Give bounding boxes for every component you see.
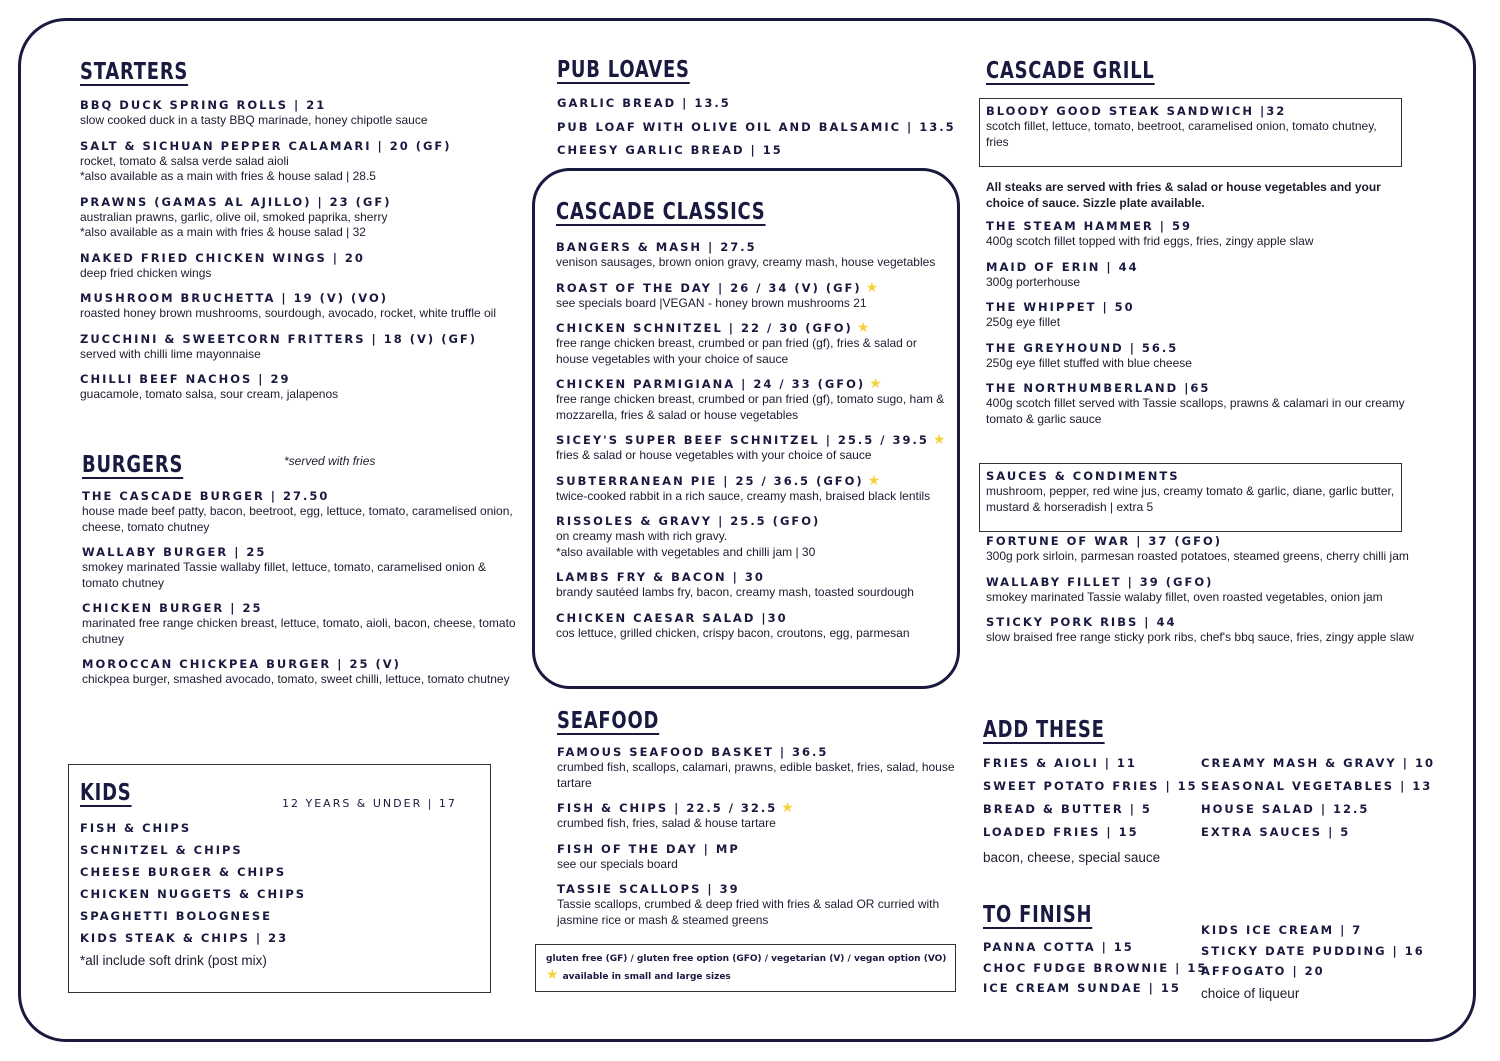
burgers-list — [82, 489, 522, 688]
classic-item-desc: free range chicken breast, crumbed or pan fried (gf), fries & salad or house vegetables with your choice of sauce — [556, 336, 917, 366]
classic-item-name — [556, 321, 951, 336]
starter-item — [80, 251, 520, 282]
starter-item-name — [80, 332, 520, 347]
classic-item-name-text: SICEY'S SUPER BEEF SCHNITZEL | 25.5 / 39.5 — [556, 433, 929, 447]
starter-item-name-text: MUSHROOM BRUCHETTA | 19 (V) (VO) — [80, 291, 388, 305]
dessert-item: AFFOGATO | 20 — [1201, 964, 1325, 978]
classic-item — [556, 474, 951, 505]
grill-main-item-name-text: WALLABY FILLET | 39 (GFO) — [986, 574, 1214, 589]
steak-sandwich — [986, 104, 1396, 150]
starter-item-desc: served with chilli lime mayonnaise — [80, 346, 261, 361]
starter-item-desc: rocket, tomato & salsa verde salad aioli — [80, 153, 289, 168]
starter-item-name — [80, 291, 520, 306]
steak-item-name-text: THE GREYHOUND | 56.5 — [986, 340, 1179, 355]
steaks-block — [986, 179, 1416, 427]
sauces-name: SAUCES & CONDIMENTS — [986, 469, 1180, 483]
grill-main-item-name — [986, 615, 1416, 630]
steak-item-desc: 300g porterhouse — [986, 274, 1081, 289]
burger-item-desc: smokey marinated Tassie wallaby fillet, lettuce, tomato, caramelised onion & tomato chutney — [82, 560, 486, 590]
seafood-section — [557, 707, 957, 928]
pub-loaf-item: PUB LOAF WITH OLIVE OIL AND BALSAMIC | 13.5 — [557, 119, 956, 134]
seafood-item-name-text: FISH & CHIPS | 22.5 / 32.5 — [557, 801, 778, 815]
dessert-item: ICE CREAM SUNDAE | 15 — [983, 981, 1181, 995]
to-finish-right — [1201, 920, 1441, 1001]
add-these-right — [1201, 752, 1435, 844]
grill-mains-list — [986, 534, 1416, 646]
star-icon: ★ — [781, 800, 794, 816]
starter-item-name-text: CHILLI BEEF NACHOS | 29 — [80, 372, 291, 386]
grill-main-item — [986, 615, 1416, 646]
steak-sandwich-name: BLOODY GOOD STEAK SANDWICH |32 — [986, 104, 1287, 118]
steak-note: All steaks are served with fries & salad or house vegetables and your choice of sauce. Sizzle plate available. — [986, 180, 1381, 210]
classic-item — [556, 240, 951, 271]
legend-diet-codes: gluten free (GF) / gluten free option (GFO) / vegetarian (V) / vegan option (VO) — [546, 954, 947, 964]
burger-item — [82, 489, 522, 535]
classic-item-name — [556, 433, 951, 448]
seafood-item — [557, 801, 957, 832]
starter-item-desc: deep fried chicken wings — [80, 265, 212, 280]
steak-item — [986, 260, 1416, 291]
add-these-left — [983, 752, 1198, 865]
classic-item-name-text: SUBTERRANEAN PIE | 25 / 36.5 (GFO) — [556, 473, 864, 488]
add-on-item: SWEET POTATO FRIES | 15 — [983, 779, 1198, 793]
classic-item-desc: twice-cooked rabbit in a rich sauce, creamy mash, braised black lentils — [556, 488, 931, 503]
add-these-right-list — [1201, 752, 1435, 844]
starter-item-name-text: SALT & SICHUAN PEPPER CALAMARI | 20 (GF) — [80, 138, 452, 153]
grill-main-item-name-text: STICKY PORK RIBS | 44 — [986, 615, 1177, 629]
burgers-note: *served with fries — [284, 454, 376, 468]
steak-item — [986, 300, 1416, 331]
kids-age-price: 12 YEARS & UNDER | 17 — [282, 797, 457, 810]
grill-main-item-name — [986, 534, 1416, 549]
starter-item-note: *also available as a main with fries & house salad | 28.5 — [80, 169, 376, 183]
steak-item-name — [986, 260, 1416, 275]
seafood-item-name — [557, 801, 957, 816]
classic-item-name — [556, 240, 951, 255]
steak-item — [986, 381, 1416, 427]
kids-menu-item: SPAGHETTI BOLOGNESE — [80, 909, 273, 923]
star-icon: ★ — [932, 432, 946, 448]
add-on-item: BREAD & BUTTER | 5 — [983, 802, 1152, 816]
burger-item — [82, 601, 522, 647]
starter-item-desc: australian prawns, garlic, olive oil, smoked paprika, sherry — [80, 209, 388, 224]
classic-item-desc: free range chicken breast, crumbed or pan fried (gf), tomato sugo, ham & mozzarella, fries & salad or house vegetables — [556, 392, 945, 422]
burger-item-name — [82, 601, 522, 616]
classic-item-name-text: ROAST OF THE DAY | 26 / 34 (V) (GF) — [556, 280, 862, 295]
seafood-item-desc: Tassie scallops, crumbed & deep fried with fries & salad OR curried with jasmine rice or mash & steamed greens — [557, 897, 940, 927]
classic-item — [556, 321, 951, 367]
starter-item-desc: guacamole, tomato salsa, sour cream, jalapenos — [80, 387, 339, 401]
classic-item-name-text: BANGERS & MASH | 27.5 — [556, 240, 757, 254]
grill-main-item — [986, 575, 1416, 606]
starter-item-note: *also available as a main with fries & house salad | 32 — [80, 225, 366, 239]
classic-item-name-text: CHICKEN SCHNITZEL | 22 / 30 (GFO) — [556, 321, 853, 335]
steak-item-desc: 400g scotch fillet served with Tassie scallops, prawns & calamari in our creamy tomato & garlic sauce — [986, 396, 1405, 426]
seafood-item-desc: crumbed fish, scallops, calamari, prawns, edible basket, fries, salad, house tartare — [557, 760, 955, 790]
seafood-item-desc: crumbed fish, fries, salad & house tartare — [557, 816, 776, 830]
classic-item — [556, 433, 951, 464]
steak-item-desc: 250g eye fillet stuffed with blue cheese — [986, 355, 1192, 370]
classic-item-name-text: CHICKEN PARMIGIANA | 24 / 33 (GFO) — [556, 377, 866, 391]
dessert-item: KIDS ICE CREAM | 7 — [1201, 923, 1363, 937]
kids-section — [80, 779, 480, 968]
add-on-item: SEASONAL VEGETABLES | 13 — [1201, 779, 1433, 793]
steak-item-name — [986, 300, 1416, 315]
seafood-item — [557, 882, 957, 928]
classic-item — [556, 281, 951, 312]
burger-item — [82, 545, 522, 591]
classic-item-desc: fries & salad or house vegetables with your choice of sauce — [556, 448, 872, 462]
add-on-item: LOADED FRIES | 15 — [983, 825, 1139, 839]
classic-item-name — [556, 281, 951, 296]
starter-item-name — [80, 98, 520, 113]
starter-item-desc: slow cooked duck in a tasty BBQ marinade, honey chipotle sauce — [80, 113, 428, 127]
classic-item-name — [556, 377, 951, 392]
starter-item — [80, 372, 520, 403]
steak-item — [986, 341, 1416, 372]
add-on-item: HOUSE SALAD | 12.5 — [1201, 802, 1370, 816]
starter-item-name-text: PRAWNS (GAMAS AL AJILLO) | 23 (GF) — [80, 194, 392, 209]
star-icon: ★ — [865, 279, 879, 296]
classic-item-desc: brandy sautéed lambs fry, bacon, creamy mash, toasted sourdough — [556, 585, 914, 599]
to-finish-section — [983, 901, 1208, 999]
classic-item-name — [556, 570, 951, 585]
add-on-item: EXTRA SAUCES | 5 — [1201, 825, 1351, 839]
grill-main-item-desc: slow braised free range sticky pork ribs, chef's bbq sauce, fries, zingy apple slaw — [986, 630, 1414, 644]
classics-heading: CASCADE CLASSICS — [556, 199, 766, 225]
classic-item-name-text: LAMBS FRY & BACON | 30 — [556, 570, 765, 584]
pub-loaves-list — [557, 92, 957, 163]
burger-item-name-text: MOROCCAN CHICKPEA BURGER | 25 (V) — [82, 657, 401, 671]
starter-item-name — [80, 195, 520, 210]
legend-sizes-row — [546, 966, 951, 986]
add-on-item: FRIES & AIOLI | 11 — [983, 756, 1137, 770]
seafood-item-desc: see our specials board — [557, 856, 678, 871]
dessert-item: STICKY DATE PUDDING | 16 — [1201, 943, 1425, 958]
steak-item-name-text: MAID OF ERIN | 44 — [986, 259, 1139, 274]
classic-item-name-text: RISSOLES & GRAVY | 25.5 (GFO) — [556, 514, 821, 528]
grill-main-item-desc: 300g pork sirloin, parmesan roasted potatoes, steamed greens, cherry chilli jam — [986, 549, 1409, 563]
steak-item-name — [986, 341, 1416, 356]
grill-main-item — [986, 534, 1416, 565]
kids-list — [80, 817, 480, 949]
seafood-item-name — [557, 882, 957, 897]
seafood-item-name-text: FAMOUS SEAFOOD BASKET | 36.5 — [557, 745, 829, 759]
burger-item-desc: house made beef patty, bacon, beetroot, egg, lettuce, tomato, caramelised onion, cheese, tomato chutney — [82, 504, 513, 534]
classic-item-name — [556, 611, 951, 626]
classic-item — [556, 514, 951, 560]
steak-item-name-text: THE STEAM HAMMER | 59 — [986, 219, 1192, 233]
sauces-condiments — [986, 469, 1396, 515]
burger-item-name-text: CHICKEN BURGER | 25 — [82, 601, 263, 615]
starter-item-name — [80, 139, 520, 154]
pub-loaves-section — [557, 56, 957, 163]
dessert-item: PANNA COTTA | 15 — [983, 940, 1134, 954]
classic-item-desc: see specials board |VEGAN - honey brown mushrooms 21 — [556, 295, 867, 310]
steak-item-desc: 400g scotch fillet topped with frid eggs, fries, zingy apple slaw — [986, 234, 1314, 248]
starters-section — [80, 58, 520, 403]
pub-loaf-item: CHEESY GARLIC BREAD | 15 — [557, 143, 783, 157]
legend-sizes-text: available in small and large sizes — [562, 972, 731, 982]
pub-loaf-item: GARLIC BREAD | 13.5 — [557, 96, 731, 110]
seafood-item-name-text: FISH OF THE DAY | MP — [557, 841, 740, 856]
burger-item-desc: chickpea burger, smashed avocado, tomato, sweet chilli, lettuce, tomato chutney — [82, 672, 510, 686]
classic-item-desc: cos lettuce, grilled chicken, crispy bacon, croutons, egg, parmesan — [556, 625, 910, 640]
seafood-item — [557, 745, 957, 791]
burger-item-name — [82, 545, 522, 560]
star-icon: ★ — [546, 967, 559, 983]
starter-item — [80, 291, 520, 322]
kids-menu-item: FISH & CHIPS — [80, 821, 192, 835]
grill-main-item-desc: smokey marinated Tassie walaby fillet, oven roasted vegetables, onion jam — [986, 589, 1383, 604]
grill-heading: CASCADE GRILL — [986, 58, 1155, 84]
classic-item-name — [556, 474, 951, 489]
steak-sandwich-desc: scotch fillet, lettuce, tomato, beetroot, caramelised onion, tomato chutney, fries — [986, 119, 1377, 149]
burger-item-name-text: THE CASCADE BURGER | 27.50 — [82, 489, 330, 503]
star-icon: ★ — [869, 376, 882, 392]
burger-item-name-text: WALLABY BURGER | 25 — [82, 545, 267, 559]
kids-menu-item: CHICKEN NUGGETS & CHIPS — [80, 887, 307, 901]
steak-item-name — [986, 219, 1416, 234]
classics-list — [556, 240, 951, 641]
steak-item-desc: 250g eye fillet — [986, 315, 1061, 329]
seafood-item-name-text: TASSIE SCALLOPS | 39 — [557, 882, 740, 896]
starter-item-name-text: ZUCCHINI & SWEETCORN FRITTERS | 18 (V) (GF) — [80, 331, 477, 346]
sauces-desc: mushroom, pepper, red wine jus, creamy tomato & garlic, diane, garlic butter, mustard & horseradish | extra 5 — [986, 484, 1395, 514]
add-these-left-list — [983, 752, 1198, 844]
starter-item-name — [80, 251, 520, 266]
seafood-list — [557, 745, 957, 928]
to-finish-right-list — [1201, 920, 1441, 982]
starter-item-name-text: BBQ DUCK SPRING ROLLS | 21 — [80, 98, 327, 112]
classic-item — [556, 570, 951, 601]
starters-list — [80, 98, 520, 403]
kids-menu-item: KIDS STEAK & CHIPS | 23 — [80, 931, 289, 945]
add-on-item: CREAMY MASH & GRAVY | 10 — [1201, 756, 1435, 770]
seafood-item — [557, 842, 957, 873]
grill-main-item-name — [986, 575, 1416, 590]
classics-section — [556, 198, 951, 641]
starter-item — [80, 98, 520, 129]
kids-note: *all include soft drink (post mix) — [80, 953, 267, 968]
classic-item-name — [556, 514, 951, 529]
to-finish-heading: TO FINISH — [983, 902, 1093, 928]
kids-menu-item: CHEESE BURGER & CHIPS — [80, 865, 287, 879]
burgers-section — [82, 451, 522, 688]
kids-heading: KIDS — [80, 780, 132, 806]
star-icon: ★ — [856, 320, 870, 336]
grill-section — [986, 57, 1416, 85]
add-these-section — [983, 716, 1433, 744]
burger-item-name — [82, 657, 522, 672]
classic-item-note: *also available with vegetables and chilli jam | 30 — [556, 544, 816, 559]
burger-item-name — [82, 489, 522, 504]
seafood-item-name — [557, 745, 957, 760]
grill-main-item-name-text: FORTUNE OF WAR | 37 (GFO) — [986, 534, 1222, 548]
add-these-heading: ADD THESE — [983, 717, 1105, 743]
starter-item — [80, 332, 520, 363]
legend-section — [546, 952, 951, 986]
starters-heading: STARTERS — [80, 59, 189, 85]
steak-item-name-text: THE WHIPPET | 50 — [986, 300, 1135, 314]
steaks-list — [986, 219, 1416, 427]
starter-item-name-text: NAKED FRIED CHICKEN WINGS | 20 — [80, 250, 365, 265]
seafood-item-name — [557, 842, 957, 857]
steak-item-name — [986, 381, 1416, 396]
classic-item — [556, 377, 951, 423]
burgers-heading: BURGERS — [82, 452, 184, 478]
classic-item — [556, 611, 951, 642]
seafood-heading: SEAFOOD — [557, 708, 660, 734]
steak-item — [986, 219, 1416, 250]
affogato-note: choice of liqueur — [1201, 985, 1300, 1001]
starter-item — [80, 195, 520, 241]
steak-item-name-text: THE NORTHUMBERLAND |65 — [986, 381, 1211, 395]
starter-item — [80, 139, 520, 185]
starter-item-name — [80, 372, 520, 387]
starter-item-desc: roasted honey brown mushrooms, sourdough, avocado, rocket, white truffle oil — [80, 306, 497, 320]
burger-item-desc: marinated free range chicken breast, lettuce, tomato, aioli, bacon, cheese, tomato chutney — [82, 616, 516, 646]
to-finish-left-list — [983, 937, 1208, 999]
grill-mains — [986, 534, 1416, 646]
classic-item-desc: on creamy mash with rich gravy. — [556, 529, 728, 543]
pub-loaves-heading: PUB LOAVES — [557, 57, 690, 83]
classic-item-desc: venison sausages, brown onion gravy, creamy mash, house vegetables — [556, 255, 936, 269]
classic-item-name-text: CHICKEN CAESAR SALAD |30 — [556, 610, 788, 625]
kids-menu-item: SCHNITZEL & CHIPS — [80, 843, 243, 857]
burger-item — [82, 657, 522, 688]
star-icon: ★ — [867, 472, 881, 489]
dessert-item: CHOC FUDGE BROWNIE | 15 — [983, 960, 1208, 975]
loaded-fries-note: bacon, cheese, special sauce — [983, 850, 1161, 865]
